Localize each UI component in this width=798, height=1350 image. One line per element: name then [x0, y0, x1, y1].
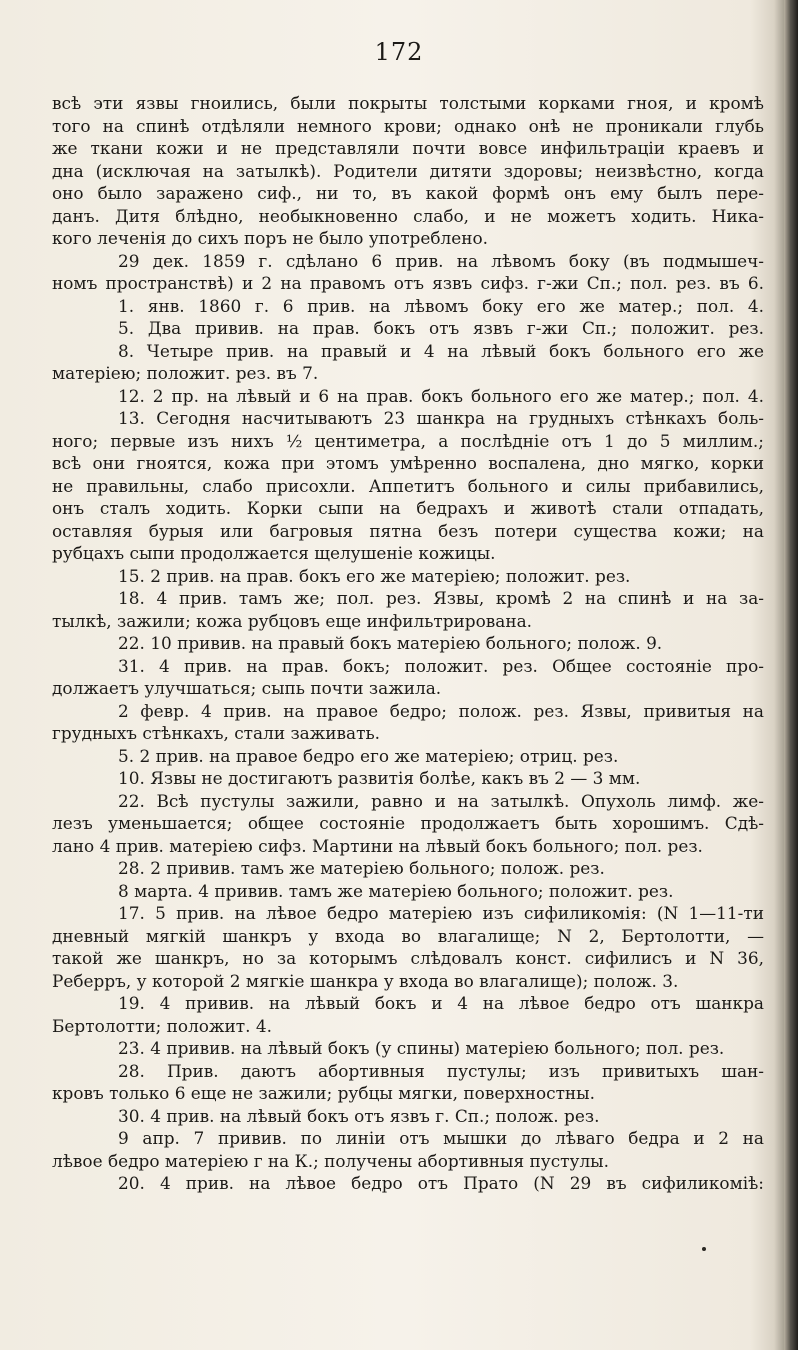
text-line: 8 марта. 4 привив. тамъ же матеріею больного; положит. рез. [118, 880, 674, 901]
text-line: 17. 5 прив. на лѣвое бедро матеріею изъ сифиликомія: (N 1—11-ти [118, 903, 764, 923]
text-line: 19. 4 привив. на лѣвый бокъ и 4 на лѣвое бедро отъ шанкра [118, 993, 764, 1013]
text-line: кровъ только 6 еще не зажили; рубцы мягки, поверхностны. [52, 1083, 595, 1103]
text-line: всѣ эти язвы гноились, были покрыты толстыми корками гноя, и кромѣ [52, 93, 764, 113]
text-line: 23. 4 привив. на лѣвый бокъ (у спины) матеріею больного; пол. рез. [118, 1038, 725, 1058]
text-line: 1. янв. 1860 г. 6 прив. на лѣвомъ боку его же матер.; пол. 4. [118, 295, 764, 316]
text-line: 29 дек. 1859 г. сдѣлано 6 прив. на лѣвомъ боку (въ подмышеч- [118, 250, 764, 271]
text-line: же ткани кожи и не представляли почти вовсе инфильтраціи краевъ и [52, 138, 764, 158]
text-line: данъ. Дитя блѣдно, необыкновенно слабо, и не можетъ ходить. Ника- [52, 205, 764, 226]
text-line: 30. 4 прив. на лѣвый бокъ отъ язвъ г. Сп.; полож. рез. [118, 1105, 600, 1126]
text-line: 22. 10 привив. на правый бокъ матеріею больного; полож. 9. [118, 633, 663, 653]
text-line: 13. Сегодня насчитываютъ 23 шанкра на грудныхъ стѣнкахъ боль- [118, 408, 764, 428]
text-line: такой же шанкръ, но за которымъ слѣдовалъ конст. сифилисъ и N 36, [52, 948, 764, 968]
text-line: матеріею; положит. рез. въ 7. [52, 363, 319, 383]
text-line: 8. Четыре прив. на правый и 4 на лѣвый бокъ больного его же [118, 340, 764, 361]
body-text [52, 92, 764, 1195]
text-line: 20. 4 прив. на лѣвое бедро отъ Прато (N 29 въ сифиликомiѣ: [118, 1173, 764, 1193]
text-line: номъ пространствѣ) и 2 на правомъ отъ язвъ сифз. г-жи Сп.; пол. рез. въ 6. [52, 273, 764, 293]
text-line: 28. 2 привив. тамъ же матеріею больного; полож. рез. [118, 858, 605, 878]
text-line: 15. 2 прив. на прав. бокъ его же матеріею; положит. рез. [118, 565, 631, 586]
text-line: всѣ они гноятся, кожа при этомъ умѣренно воспалена, дно мягко, корки [52, 453, 764, 473]
text-line: тылкѣ, зажили; кожа рубцовъ еще инфильтрирована. [52, 610, 533, 631]
text-line: 18. 4 прив. тамъ же; пол. рез. Язвы, кромѣ 2 на спинѣ и на за- [118, 588, 764, 608]
text-line: кого леченія до сихъ поръ не было употреблено. [52, 228, 489, 248]
text-line: Бертолотти; положит. 4. [52, 1015, 272, 1036]
text-line: 5. 2 прив. на правое бедро его же матеріею; отриц. рез. [118, 745, 619, 766]
text-line: дна (исключая на затылкѣ). Родители дитяти здоровы; неизвѣстно, когда [52, 160, 764, 181]
text-line: Реберръ, у которой 2 мягкіе шанкра у входа во влагалище); полож. 3. [52, 970, 679, 991]
text-line: дневный мягкій шанкръ у входа во влагалище; N 2, Бертолотти, — [52, 925, 764, 946]
text-line: онъ сталъ ходить. Корки сыпи на бедрахъ и животѣ стали отпадать, [52, 498, 764, 518]
text-line: 2 февр. 4 прив. на правое бедро; полож. рез. Язвы, привитыя на [118, 700, 764, 721]
page-number: 172 [374, 38, 424, 66]
text-line: 9 апр. 7 привив. по линіи отъ мышки до лѣваго бедра и 2 на [118, 1128, 764, 1148]
text-line: 22. Всѣ пустулы зажили, равно и на затылкѣ. Опухоль лимф. же- [118, 790, 764, 811]
text-line: не правильны, слабо присохли. Аппетитъ больного и силы прибавились, [52, 475, 764, 496]
text-line: 28. Прив. даютъ абортивныя пустулы; изъ привитыхъ шан- [118, 1060, 764, 1081]
text-line: 5. Два привив. на прав. бокъ отъ язвъ г-жи Сп.; положит. рез. [118, 318, 764, 338]
text-line: лѣвое бедро матеріею г на К.; получены абортивныя пустулы. [52, 1150, 609, 1171]
text-line: грудныхъ стѣнкахъ, стали заживать. [52, 723, 381, 743]
text-line: 10. Язвы не достигаютъ развитія болѣе, какъ въ 2 — 3 мм. [118, 768, 641, 788]
text-line: 12. 2 пр. на лѣвый и 6 на прав. бокъ больного его же матер.; пол. 4. [118, 385, 764, 406]
text-line: лано 4 прив. матеріею сифз. Мартини на лѣвый бокъ больного; пол. рез. [52, 835, 703, 856]
text-line: оно было заражено сиф., ни то, въ какой формѣ онъ ему былъ пере- [52, 183, 764, 203]
text-line: лезъ уменьшается; общее состояніе продолжаетъ быть хорошимъ. Сдѣ- [52, 813, 764, 833]
text-line: 31. 4 прив. на прав. бокъ; положит. рез. Общее состояніе про- [118, 655, 764, 676]
book-spine-edge [784, 0, 798, 1350]
text-line: должаетъ улучшаться; сыпь почти зажила. [52, 678, 442, 698]
text-line: ного; первые изъ нихъ ½ центиметра, а послѣдніе отъ 1 до 5 миллим.; [52, 430, 764, 451]
text-line: оставляя бурыя или багровыя пятна безъ потери существа кожи; на [52, 520, 764, 541]
ink-speck [702, 1247, 706, 1251]
text-line: рубцахъ сыпи продолжается щелушеніе кожицы. [52, 543, 496, 563]
text-line: того на спинѣ отдѣляли немного крови; однако онѣ не проникали глубь [52, 115, 764, 136]
